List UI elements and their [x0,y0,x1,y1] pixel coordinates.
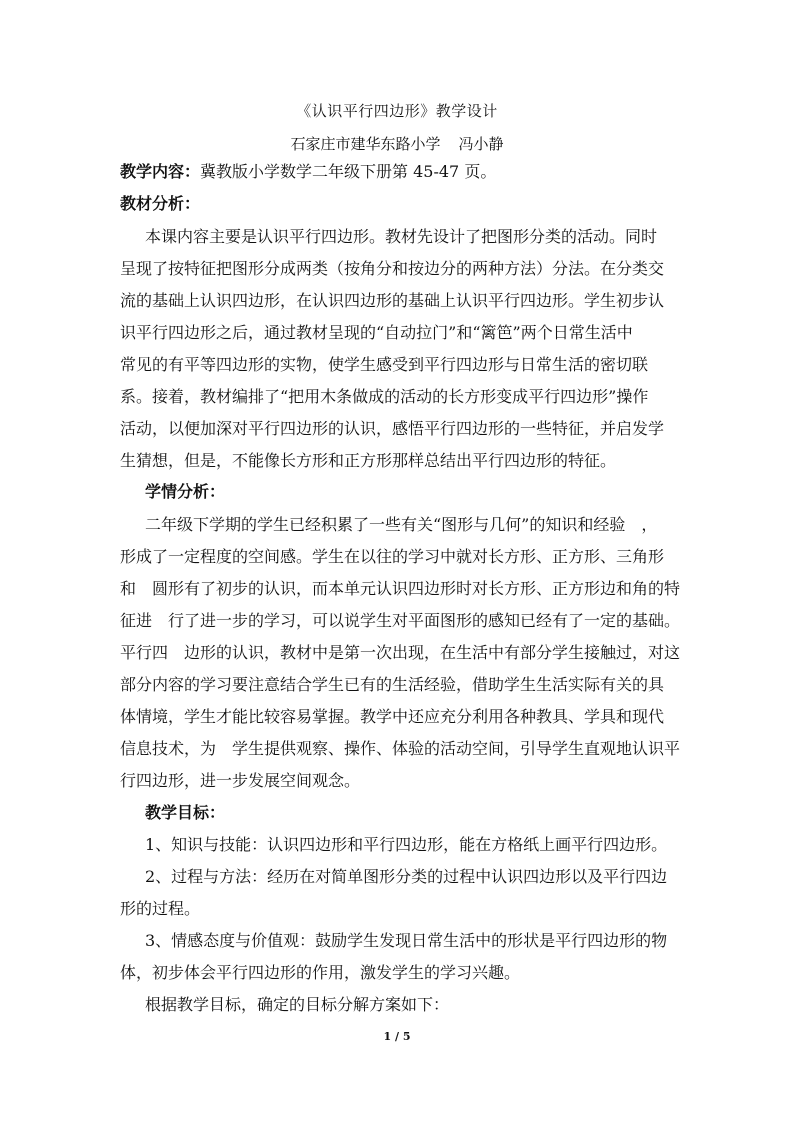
goal-line: 形的过程。 [120,899,201,918]
paragraph-line: 部分内容的学习要注意结合学生已有的生活经验，借助学生生活实际有关的具 [120,675,665,694]
goals-heading: 教学目标： [145,803,226,822]
paragraph-line: 行四边形，进一步发展空间观念。 [120,771,361,790]
content-text: 冀教版小学数学二年级下册第 45-47 页。 [200,162,497,181]
goal-line: 2、过程与方法：经历在对简单图形分类的过程中认识四边形以及平行四边 [145,867,668,886]
goal-line: 1、知识与技能：认识四边形和平行四边形，能在方格纸上画平行四边形。 [145,835,668,854]
paragraph-line: 呈现了按特征把图形分成两类（按角分和按边分的两种方法）分法。在分类交 [120,259,665,278]
author-name: 冯小静 [458,135,504,153]
paragraph-line: 本课内容主要是认识平行四边形。教材先设计了把图形分类的活动。同时 [145,227,658,246]
paragraph-line: 流的基础上认识四边形，在认识四边形的基础上认识平行四边形。学生初步认 [120,291,665,310]
paragraph-line: 征进 行了进一步的学习，可以说学生对平面图形的感知已经有了一定的基础。 [120,611,681,630]
content-line [120,162,686,182]
analysis-heading: 教材分析： [120,194,201,213]
goal-line: 3、情感态度与价值观：鼓励学生发现日常生活中的形状是平行四边形的物 [145,931,668,950]
school-name: 石家庄市建华东路小学 [290,135,441,153]
paragraph-line: 常见的有平等四边形的实物，使学生感受到平行四边形与日常生活的密切联 [120,355,649,374]
paragraph-line: 生猜想，但是，不能像长方形和正方形那样总结出平行四边形的特征。 [120,451,617,470]
paragraph-line: 系。接着，教材编排了“把用木条做成的活动的长方形变成平行四边形”操作 [120,387,649,406]
author-line [0,133,794,154]
document-title: 《认识平行四边形》教学设计 [296,102,498,120]
paragraph-line: 活动，以便加深对平行四边形的认识，感悟平行四边形的一些特征，并启发学 [120,419,665,438]
paragraph-line: 体情境，学生才能比较容易掌握。教学中还应充分利用各种教具、学具和现代 [120,707,665,726]
paragraph-line: 识平行四边形之后，通过教材呈现的“自动拉门”和“篱笆”两个日常生活中 [120,323,633,342]
paragraph-line: 二年级下学期的学生已经积累了一些有关“图形与几何”的知识和经验 ， [145,515,658,534]
paragraph-line: 信息技术，为 学生提供观察、操作、体验的活动空间，引导学生直观地认识平 [120,739,681,758]
content-label: 教学内容： [120,162,201,181]
page-number: 1 / 5 [383,1030,411,1043]
paragraph-line: 平行四 边形的认识，教材中是第一次出现，在生活中有部分学生接触过，对这 [120,643,681,662]
goal-line: 体，初步体会平行四边形的作用，激发学生的学习兴趣。 [120,963,521,982]
goal-line: 根据教学目标，确定的目标分解方案如下： [145,995,450,1014]
paragraph-line: 和 圆形有了初步的认识，而本单元认识四边形时对长方形、正方形边和角的特 [120,579,681,598]
student-heading: 学情分析： [145,482,226,501]
paragraph-line: 形成了一定程度的空间感。学生在以往的学习中就对长方形、正方形、三角形 [120,547,665,566]
